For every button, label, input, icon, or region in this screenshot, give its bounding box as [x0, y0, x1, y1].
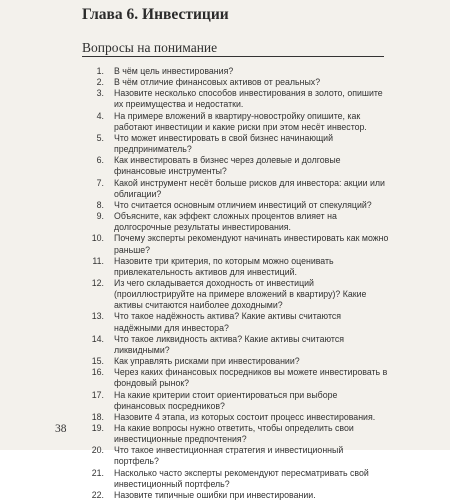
- question-item: [82, 445, 390, 467]
- question-number: 16.: [91, 367, 104, 378]
- question-text: Насколько часто эксперты рекомендуют пересматривать свой инвестиционный портфель?: [114, 467, 369, 489]
- question-number: 13.: [91, 311, 104, 322]
- question-number: 1.: [96, 66, 104, 76]
- question-item: [82, 256, 390, 278]
- section-heading: Вопросы на понимание: [82, 40, 384, 57]
- question-text: Что такое ликвидность актива? Какие активы считаются ликвидными?: [114, 333, 344, 355]
- question-number: 22.: [91, 489, 104, 500]
- question-text: Назовите 4 этапа, из которых состоит процесс инвестирования.: [114, 411, 376, 422]
- question-text: Почему эксперты рекомендуют начинать инвестировать как можно раньше?: [114, 233, 389, 255]
- question-text: В чём отличие финансовых активов от реальных?: [114, 77, 321, 88]
- chapter-title: Глава 6. Инвестиции: [82, 6, 229, 23]
- question-number: 12.: [91, 277, 104, 288]
- question-text: На какие критерии стоит ориентироваться при выборе финансовых посредников?: [114, 389, 338, 411]
- question-number: 18.: [91, 411, 104, 422]
- question-number: 5.: [96, 132, 104, 143]
- question-text: На какие вопросы нужно ответить, чтобы определить свои инвестиционные предпочтения?: [114, 423, 354, 445]
- question-text: Назовите три критерия, по которым можно оценивать привлекательность активов для инвестиций.: [114, 255, 334, 277]
- question-text: Какой инструмент несёт больше рисков для инвестора: акции или облигации?: [114, 177, 385, 199]
- question-item: [82, 178, 390, 200]
- question-text: Что такое надёжность актива? Какие активы считаются надёжными для инвестора?: [114, 311, 342, 333]
- question-text: Через каких финансовых посредников вы можете инвестировать в фондовый рынок?: [114, 367, 388, 389]
- question-number: 7.: [96, 177, 104, 188]
- page-number: 38: [55, 423, 67, 435]
- question-item: [82, 200, 390, 211]
- question-number: 19.: [91, 423, 104, 433]
- question-number: 20.: [91, 445, 104, 456]
- question-item: [82, 278, 390, 311]
- question-item: [82, 211, 390, 233]
- question-item: [82, 311, 390, 333]
- question-item: [82, 356, 390, 367]
- question-text: Что такое инвестиционная стратегия и инвестиционный портфель?: [114, 445, 344, 467]
- question-item: [82, 66, 390, 77]
- question-item: [82, 390, 390, 412]
- question-number: 15.: [91, 356, 104, 367]
- question-number: 14.: [91, 333, 104, 344]
- question-item: [82, 490, 390, 501]
- question-text: Что считается основным отличием инвестиций от спекуляций?: [114, 199, 372, 210]
- question-item: [82, 111, 390, 133]
- question-item: [82, 77, 390, 88]
- question-item: [82, 233, 390, 255]
- question-number: 17.: [91, 389, 104, 400]
- question-item: [82, 367, 390, 389]
- question-text: Назовите типичные ошибки при инвестировании.: [114, 489, 316, 500]
- question-item: [82, 155, 390, 177]
- question-text: Объясните, как эффект сложных процентов влияет на долгосрочные результаты инвестирования.: [114, 211, 337, 233]
- question-number: 9.: [96, 211, 104, 222]
- question-text: В чём цель инвестирования?: [114, 66, 234, 76]
- questions-list: [82, 66, 390, 501]
- question-number: 21.: [91, 467, 104, 478]
- question-item: [82, 88, 390, 110]
- question-item: [82, 334, 390, 356]
- question-item: [82, 412, 390, 423]
- question-text: Из чего складывается доходность от инвестиций (проиллюстрируйте на примере вложений в квартиру)? Какие активы считаются наиболее доходными?: [114, 277, 367, 311]
- question-text: Как управлять рисками при инвестировании?: [114, 356, 300, 367]
- question-text: Назовите несколько способов инвестирования в золото, опишите их преимущества и недостатки.: [114, 88, 383, 110]
- question-number: 3.: [96, 88, 104, 99]
- question-item: [82, 133, 390, 155]
- question-number: 4.: [96, 110, 104, 121]
- question-number: 8.: [96, 199, 104, 210]
- question-number: 6.: [96, 155, 104, 166]
- question-text: Что может инвестировать в свой бизнес начинающий предприниматель?: [114, 132, 334, 155]
- question-item: [82, 468, 390, 490]
- question-number: 11.: [92, 255, 104, 266]
- question-text: Как инвестировать в бизнес через долевые и долговые финансовые инструменты?: [114, 155, 341, 177]
- question-number: 10.: [91, 233, 104, 244]
- question-text: На примере вложений в квартиру-новостройку опишите, как работают инвестиции и какие риски при этом несёт инвестор.: [114, 110, 367, 132]
- question-number: 2.: [96, 77, 104, 88]
- question-item: [82, 423, 390, 445]
